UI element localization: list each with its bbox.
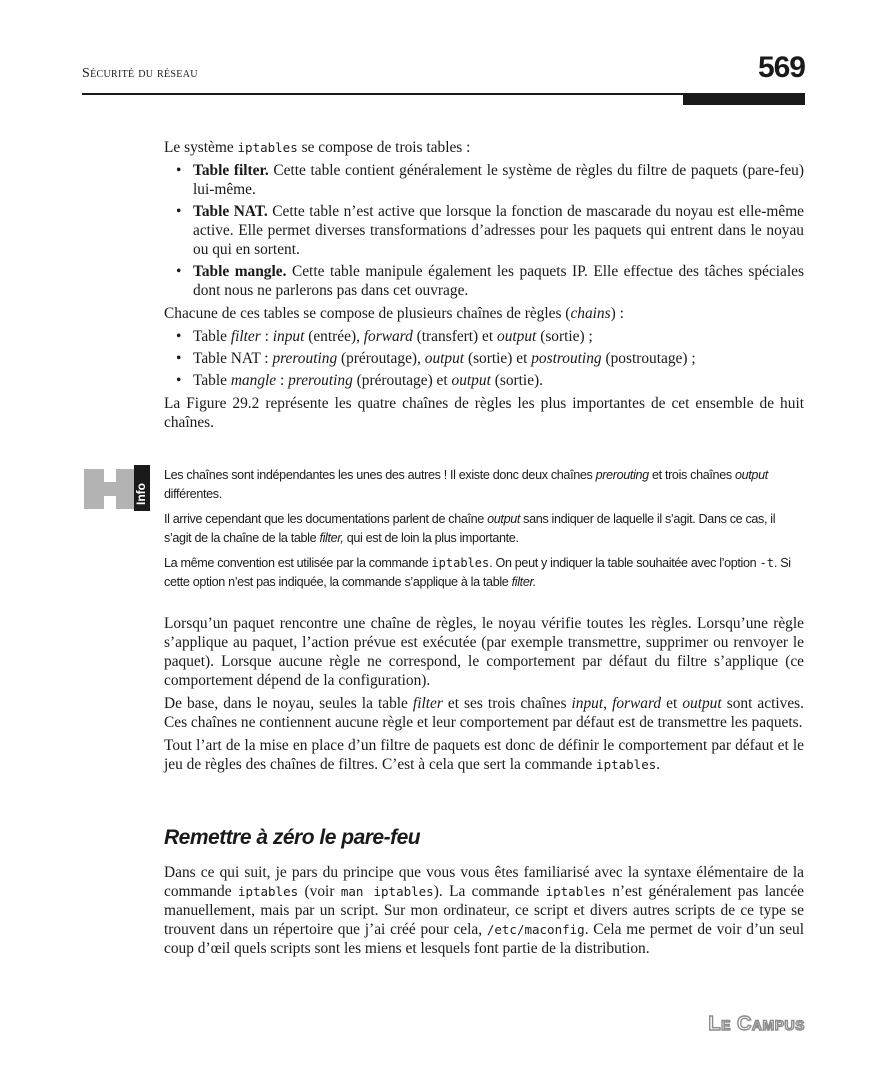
list-item: • Table NAT. Cette table n’est active que lorsque la fonction de mascarade du noyau est elle-même active. Elle permet diverses transformations d’adresses pour les paquets qui entrent dans le noyau ou qui en sortent. bbox=[164, 202, 804, 259]
info-note bbox=[164, 466, 804, 598]
header-bar bbox=[683, 95, 805, 105]
list-item: • Table filter : input (entrée), forward (transfert) et output (sortie) ; bbox=[164, 327, 804, 346]
svg-text:Info: Info bbox=[134, 483, 148, 505]
list-item: • Table mangle : prerouting (préroutage) et output (sortie). bbox=[164, 371, 804, 390]
section-body bbox=[164, 863, 804, 958]
info-icon bbox=[84, 465, 150, 511]
list-item: • Table mangle. Cette table manipule également les paquets IP. Elle effectue des tâches spéciales dont nous ne parlerons pas dans cet ouvrage. bbox=[164, 262, 804, 300]
paragraph: Lorsqu’un paquet rencontre une chaîne de règles, le noyau vérifie toutes les règles. Lorsqu’une règle s’applique au paquet, l’action prévue est exécutée (par exemple transmettre, supprimer ou renvoyer le paquet). Lorsque aucune règle ne correspond, le comportement par défaut du filtre s’applique (ce comportement dépend de la configuration). bbox=[164, 615, 804, 689]
svg-text:Le Campus: Le Campus bbox=[708, 1013, 805, 1035]
list-item: • Table NAT : prerouting (préroutage), output (sortie) et postrouting (postroutage) ; bbox=[164, 349, 804, 368]
chains-list bbox=[164, 327, 804, 390]
running-header: Sécurité du réseau bbox=[82, 66, 198, 81]
tables-list bbox=[164, 161, 804, 300]
paragraph: De base, dans le noyau, seules la table filter et ses trois chaînes input, forward et output sont actives. Ces chaînes ne contiennent aucune règle et leur comportement par défaut est de transmettre les paquets. bbox=[164, 695, 804, 731]
chains-intro: Chacune de ces tables se compose de plusieurs chaînes de règles (chains) : bbox=[164, 305, 624, 322]
body-text bbox=[164, 138, 804, 436]
page-number: 569 bbox=[757, 51, 805, 84]
list-item: • Table filter. Cette table contient généralement le système de règles du filtre de paquets (pare-feu) lui-même. bbox=[164, 161, 804, 199]
note-paragraph: Les chaînes sont indépendantes les unes des autres ! Il existe donc deux chaînes prerouting et trois chaînes output différentes. bbox=[164, 468, 768, 501]
section-heading: Remettre à zéro le pare-feu bbox=[164, 826, 421, 849]
body-text-continued bbox=[164, 614, 804, 778]
note-paragraph: Il arrive cependant que les documentations parlent de chaîne output sans indiquer de laquelle il s’agit. Dans ce cas, il s’agit de la chaîne de la table filter, qui est de loin la plus importante. bbox=[164, 512, 776, 545]
intro-paragraph: Le système iptables se compose de trois tables : bbox=[164, 139, 471, 156]
publisher-logo bbox=[672, 1009, 805, 1037]
figure-reference: La Figure 29.2 représente les quatre chaînes de règles les plus importantes de cet ensemble de huit chaînes. bbox=[164, 395, 804, 431]
note-paragraph: La même convention est utilisée par la commande iptables. On peut y indiquer la table souhaitée avec l’option -t. Si cette option n’est pas indiquée, la commande s’applique à la table filter. bbox=[164, 556, 791, 589]
paragraph: Tout l’art de la mise en place d’un filtre de paquets est donc de définir le comportement par défaut et le jeu de règles des chaînes de filtres. C’est à cela que sert la commande iptables. bbox=[164, 737, 804, 773]
paragraph: Dans ce qui suit, je pars du principe que vous vous êtes familiarisé avec la syntaxe élémentaire de la commande iptables (voir man iptables). La commande iptables n’est généralement pas lancée manuellement, mais par un script. Sur mon ordinateur, ce script et divers autres scripts de ce type se trouvent dans un répertoire que j’ai créé pour cela, /etc/maconfig. Cela me permet de voir d’un seul coup d’œil quels scripts sont les miens et lesquels font partie de la distribution. bbox=[164, 864, 805, 957]
